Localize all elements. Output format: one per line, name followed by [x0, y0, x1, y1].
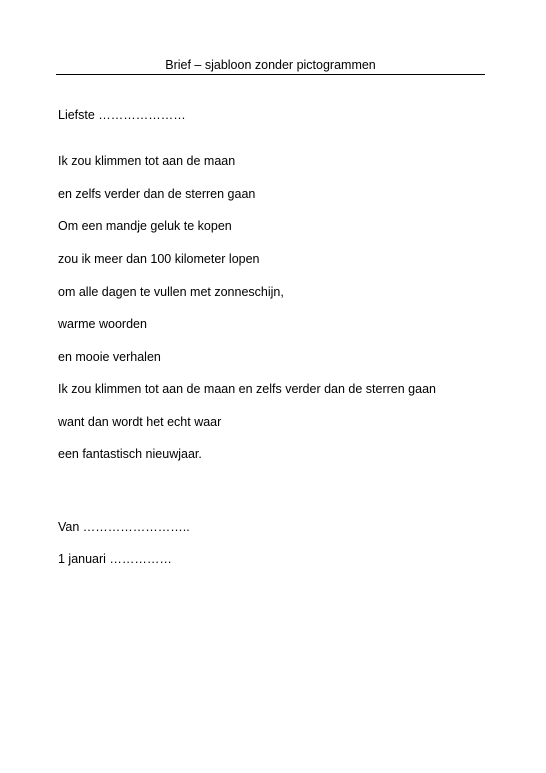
header-divider	[56, 74, 485, 75]
poem-line-4: zou ik meer dan 100 kilometer lopen	[58, 252, 260, 266]
poem-line-6: warme woorden	[58, 317, 147, 331]
poem-line-5: om alle dagen te vullen met zonneschijn,	[58, 285, 284, 299]
poem-line-2: en zelfs verder dan de sterren gaan	[58, 187, 256, 201]
poem-line-1: Ik zou klimmen tot aan de maan	[58, 154, 236, 168]
poem-line-8: Ik zou klimmen tot aan de maan en zelfs verder dan de sterren gaan	[58, 382, 436, 396]
date-line: 1 januari ……………	[58, 552, 172, 566]
poem-line-9: want dan wordt het echt waar	[58, 415, 222, 429]
page-header-title: Brief – sjabloon zonder pictogrammen	[165, 58, 376, 72]
sender-line: Van ……………………..	[58, 520, 190, 534]
poem-line-3: Om een mandje geluk te kopen	[58, 219, 232, 233]
poem-line-10: een fantastisch nieuwjaar.	[58, 447, 202, 461]
poem-line-7: en mooie verhalen	[58, 350, 161, 364]
salutation-line: Liefste …………………	[58, 108, 186, 122]
